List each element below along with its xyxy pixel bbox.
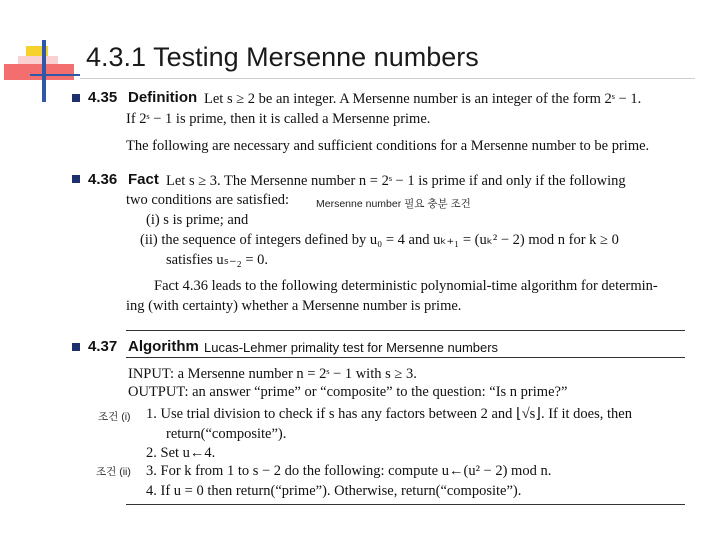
fact-follow-line-2: ing (with certainty) whether a Mersenne number is prime. bbox=[126, 298, 462, 314]
fact-keyword: Fact bbox=[128, 171, 159, 188]
logo-red-bar bbox=[4, 64, 74, 80]
algorithm-step-1: 1. Use trial division to check if s has any factors between 2 and ⌊√s⌋. If it does, then bbox=[146, 406, 632, 422]
algorithm-name: Lucas-Lehmer primality test for Mersenne numbers bbox=[204, 340, 499, 355]
fact-annotation: Mersenne number 필요 충분 조건 bbox=[316, 198, 471, 210]
definition-number: 4.35 bbox=[88, 89, 118, 106]
fact-condition-2-continued: satisfies uₛ₋₂ = 0. bbox=[166, 252, 269, 268]
fact-follow-line-1: Fact 4.36 leads to the following deterministic polynomial-time algorithm for determin- bbox=[154, 278, 658, 294]
bullet-icon bbox=[72, 94, 80, 102]
algorithm-bottom-rule bbox=[126, 504, 685, 505]
fact-condition-2: (ii) the sequence of integers defined by u₀ = 4 and uₖ₊₁ = (uₖ² − 2) mod n for k ≥ 0 bbox=[140, 232, 619, 248]
definition-line-3: The following are necessary and sufficient conditions for a Mersenne number to be prime. bbox=[126, 138, 650, 154]
fact-line-2: two conditions are satisfied: bbox=[126, 192, 290, 208]
condition-ii-note: 조건 (ii) bbox=[96, 466, 131, 478]
logo-pink-bar bbox=[18, 56, 58, 64]
title-divider bbox=[80, 78, 695, 79]
fact-line-1: Let s ≥ 3. The Mersenne number n = 2ˢ − 1 is prime if and only if the following bbox=[166, 173, 626, 189]
algorithm-step-4: 4. If u = 0 then return(“prime”). Otherwise, return(“composite”). bbox=[146, 483, 522, 499]
algorithm-keyword: Algorithm bbox=[128, 338, 199, 355]
algorithm-top-rule bbox=[126, 330, 685, 331]
definition-line-2: If 2ˢ − 1 is prime, then it is called a Mersenne prime. bbox=[126, 111, 431, 127]
definition-keyword: Definition bbox=[128, 89, 198, 106]
algorithm-header-rule bbox=[126, 357, 685, 358]
algorithm-output: OUTPUT: an answer “prime” or “composite” to the question: “Is n prime?” bbox=[128, 384, 568, 400]
algorithm-step-3: 3. For k from 1 to s − 2 do the following: compute u←(u² − 2) mod n. bbox=[146, 463, 552, 479]
definition-line-1: Let s ≥ 2 be an integer. A Mersenne number is an integer of the form 2ˢ − 1. bbox=[204, 91, 642, 107]
condition-i-note: 조건 (i) bbox=[98, 411, 131, 423]
logo-blue-horizontal-line bbox=[30, 74, 80, 76]
algorithm-input: INPUT: a Mersenne number n = 2ˢ − 1 with s ≥ 3. bbox=[128, 366, 417, 382]
bullet-icon bbox=[72, 175, 80, 183]
algorithm-number: 4.37 bbox=[88, 338, 118, 355]
fact-condition-1: (i) s is prime; and bbox=[146, 212, 249, 228]
fact-number: 4.36 bbox=[88, 171, 118, 188]
algorithm-step-2: 2. Set u←4. bbox=[146, 445, 216, 461]
algorithm-step-1-continued: return(“composite”). bbox=[166, 426, 287, 442]
slide-title: 4.3.1 Testing Mersenne numbers bbox=[86, 42, 479, 72]
bullet-icon bbox=[72, 343, 80, 351]
logo-blue-vertical-line bbox=[42, 40, 46, 102]
